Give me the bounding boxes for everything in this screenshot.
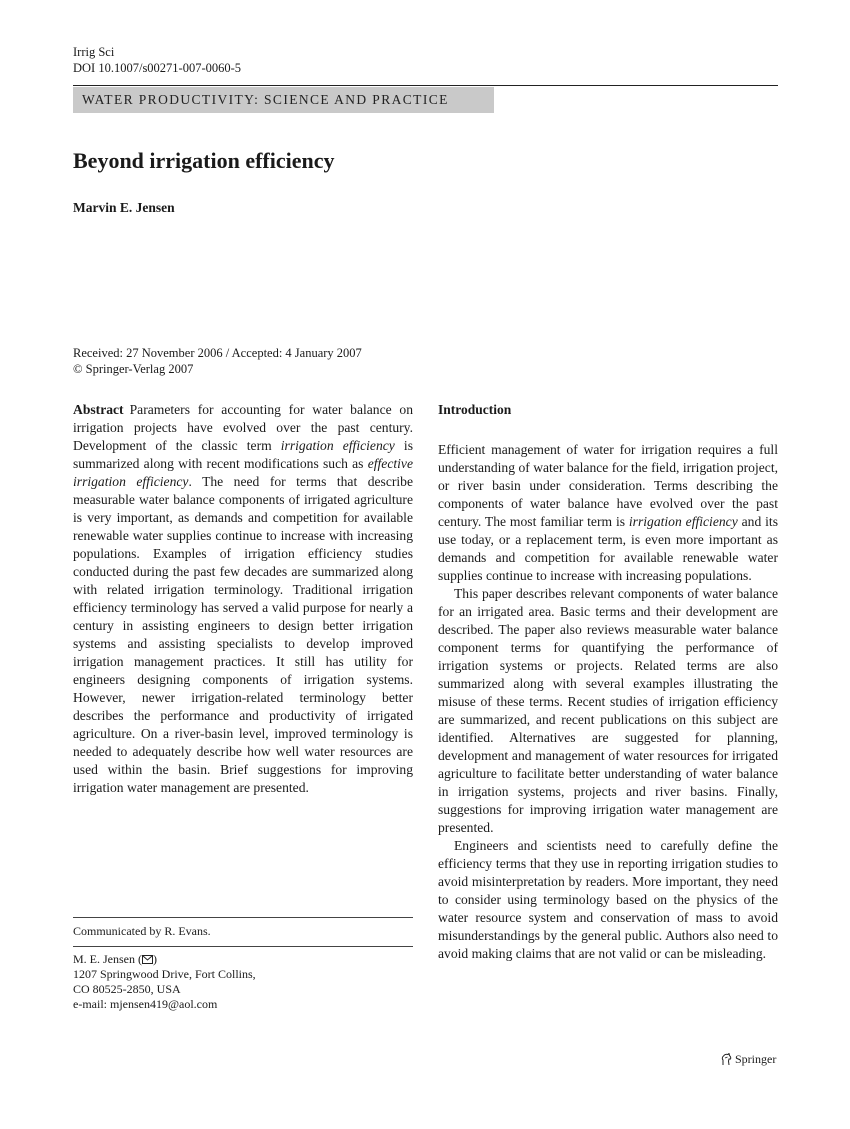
- intro-paragraph-2: This paper describes relevant components of water balance for an irrigated area. Basic terms and their development are described. The paper also reviews measurable water balance component terms for quantifying the performance of irrigation systems or projects. Related terms are also summarized along with several examples illustrating the misuse of these terms. Recent studies of irrigation efficiency are summarized, and recent publications on this subject are identified. Alternatives are suggested for planning, development and management of water resources for irrigated agriculture to facilitate better understanding of water balance in irrigation systems, projects and river basins. Finally, suggestions for improving irrigation water management are presented.: [438, 586, 778, 835]
- author-contact-line: [73, 952, 256, 967]
- introduction-heading: Introduction: [438, 402, 512, 417]
- copyright: © Springer-Verlag 2007: [73, 362, 194, 376]
- abstract: [73, 401, 413, 797]
- intro-paragraph-1: [438, 441, 778, 585]
- address-street: 1207 Springwood Drive, Fort Collins,: [73, 967, 256, 981]
- abstract-text-3: . The need for terms that describe measurable water balance components of irrigated agriculture is very important, as demands and competition for available renewable water supplies continue to increase with increasing populations. Examples of irrigation efficiency studies conducted during the past few decades are summarized along with related irrigation terminology. Traditional irrigation efficiency terminology has served a valid purpose for nearly a century in assisting engineers to design better irrigation systems and assisting specialists to develop improved irrigation management practices. It still has utility for engineers designing components of irrigation systems. However, newer irrigation-related terminology better describes the performance and productivity of irrigated agriculture. On a river-basin level, improved terminology is needed to adequately describe how well water resources are used within the basin. Brief suggestions for improving irrigation water management are presented.: [73, 474, 413, 795]
- springer-horse-icon: [720, 1053, 732, 1066]
- received-accepted: Received: 27 November 2006 / Accepted: 4 January 2007: [73, 346, 362, 360]
- abstract-emph-1: irrigation efficiency: [280, 438, 395, 453]
- journal-header: [73, 44, 241, 76]
- abstract-emph-2: effective irrigation efficiency: [73, 456, 413, 489]
- address-city: CO 80525-2850, USA: [73, 982, 181, 996]
- publisher-name: Springer: [735, 1052, 777, 1066]
- journal-name: Irrig Sci: [73, 45, 115, 59]
- abstract-label: Abstract: [73, 402, 124, 417]
- intro-p1-emph: irrigation efficiency: [628, 514, 738, 529]
- communicated-by: Communicated by R. Evans.: [73, 924, 211, 938]
- email[interactable]: e-mail: mjensen419@aol.com: [73, 997, 218, 1011]
- envelope-icon: [142, 955, 153, 964]
- article-dates: [73, 345, 362, 377]
- footnote-rule-top: [73, 917, 413, 918]
- left-column: [73, 401, 413, 797]
- section-band: WATER PRODUCTIVITY: SCIENCE AND PRACTICE: [73, 87, 494, 113]
- contact-name: M. E. Jensen (: [73, 952, 142, 966]
- intro-p1-text-b: and its use today, or a replacement term, is even more important as demands and competition for available renewable water supplies continue to increase with increasing populations.: [438, 514, 778, 583]
- footnote-rule-bottom: [73, 946, 413, 947]
- intro-paragraph-3: Engineers and scientists need to carefully define the efficiency terms that they use in reporting irrigation studies to avoid misinterpretation by readers. More important, they need to consider using terminology based on the physics of the water resource system and conservation of mass to avoid misunderstandings by the general public. Authors also need to avoid making claims that are not valid or can be misleading.: [438, 838, 778, 961]
- intro-p1-text-a: Efficient management of water for irrigation requires a full understanding of water balance for the field, irrigation project, or river basin under consideration. Terms describing the components of water balance have evolved over the past century. The most familiar term is: [438, 442, 778, 529]
- abstract-text-1: Parameters for accounting for water balance on irrigation projects have evolved over the past century. Development of the classic term: [73, 402, 413, 453]
- contact-name-close: ): [153, 952, 157, 966]
- article-title: Beyond irrigation efficiency: [73, 148, 335, 173]
- author: Marvin E. Jensen: [73, 200, 175, 215]
- header-rule: [73, 85, 778, 86]
- author-address: [73, 952, 256, 1012]
- abstract-text-2: is summarized along with recent modifications such as: [73, 438, 413, 471]
- right-column: [438, 401, 778, 963]
- publisher-logo: [720, 1052, 776, 1067]
- doi: DOI 10.1007/s00271-007-0060-5: [73, 61, 242, 75]
